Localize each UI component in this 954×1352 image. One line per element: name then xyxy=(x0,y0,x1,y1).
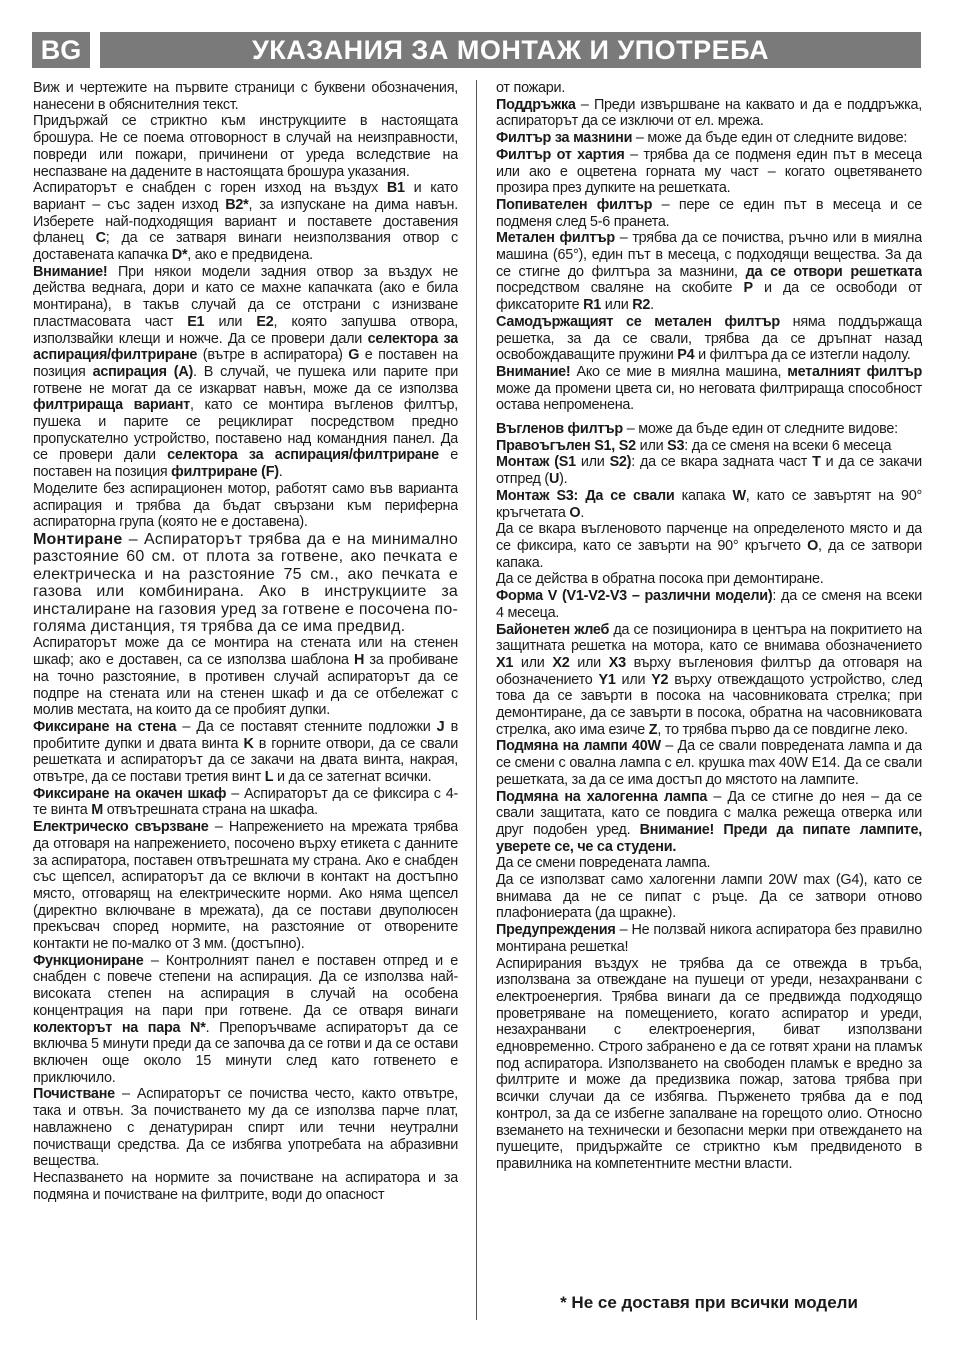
dishwasher-warning-paragraph: Внимание! Ако се мие в миялна машина, металният филтър може да промени цвета си, но неговата филтрираща способност остава непроменена. xyxy=(496,363,922,414)
left-column xyxy=(33,80,458,1320)
right-column xyxy=(496,80,922,1280)
outlet-paragraph: Аспираторът е снабден с горен изход на въздух B1 и като вариант – със заден изход B2*, за изпускане на дима навън. Изберете най-подходящия вариант и поставете доставения фланец C; да се затваря винаги неизползвания отвор с доставената капачка D*, ако е предвидена. xyxy=(33,180,458,264)
language-badge: BG xyxy=(32,32,90,68)
footnote: * Не се доставя при всички модели xyxy=(560,1293,858,1312)
maintenance-paragraph: Поддръжка – Преди извършване на каквато и да е поддръжка, аспираторът да се изключи от ел. мрежа. xyxy=(496,96,922,130)
responsibility-paragraph: Придържай се стриктно към инструкциите в настоящата брошура. Не се поема отговорност в случай на неизправности, повреди или пожари, причинени от уреда вследствие на неспазване на дадените в настоящата брошура указания. xyxy=(33,113,458,180)
page-title: УКАЗАНИЯ ЗА МОНТАЖ И УПОТРЕБА xyxy=(100,32,921,68)
fire-continuation: от пожари. xyxy=(496,80,566,96)
carbon-filter-paragraph: Въгленов филтър – може да бъде един от следните видове: xyxy=(496,421,898,438)
reverse-paragraph: Да се действа в обратна посока при демонтиране. xyxy=(496,571,824,588)
mounting-s1-s2-paragraph: Монтаж (S1 или S2): да се вкара задната част T и да се закачи отпред (U). xyxy=(496,454,922,488)
self-supporting-filter-paragraph: Самодържащият се метален филтър няма поддържаща решетка, за да се свали, трябва да се дръпнат назад освобождаващите пружини P4 и филтъра да се изтегли надолу. xyxy=(496,313,922,364)
cleaning-paragraph: Почистване – Аспираторът се почиства често, както отвътре, така и отвън. За почистването му да се използва парче плат, навлажнено с денатуриран спирт или течни неутрални почистващи средства. Да се избягва употребата на абразивни вещества. xyxy=(33,1086,458,1170)
v-shape-paragraph: Форма V (V1-V2-V3 – различни модели): да се сменя на всеки 4 месеца. xyxy=(496,588,922,621)
warnings-paragraph: Предупреждения – Не ползвай никога аспиратора без правилно монтирана решетка! xyxy=(496,922,922,955)
absorbent-filter-paragraph: Попивателен филтър – пере се един път в месеца и се подменя след 5-6 пранета. xyxy=(496,196,922,230)
grease-filter-paragraph: Филтър за мазнини – може да бъде един от следните видове: xyxy=(496,130,908,147)
intro-paragraph: Виж и чертежите на първите страници с буквени обозначения, нанесени в обяснителния текст. xyxy=(33,80,458,113)
halogen-lamp-paragraph: Подмяна на халогенна лампа – Да се стигне до нея – да се свали защитата, като се повдига с малка режеща отверка или друг подобен уред. Внимание! Преди да пипате лампите, уверете се, че са студени. xyxy=(496,788,922,855)
column-divider xyxy=(476,80,477,1320)
metal-filter-paragraph: Метален филтър – трябва да се почиства, ръчно или в миялна машина (65°), един път в месеца, с подходящи вещества. За да се стигне до филтъра за мазнини, да се отвори решетката посредством сваляне на скобите P и да се освободи от фиксаторите R1 или R2. xyxy=(496,230,922,314)
page-header xyxy=(32,32,921,68)
wall-fixing-paragraph: Фиксиране на стена – Да се поставят стенните подложки J в пробитите дупки и двата винта K в горните отвори, да се свали решетката и аспираторът да се закачи на двата винта, накрая, отвътре, да се постави третия винт L и да се затегнат всички. xyxy=(33,718,458,786)
rectangular-filter-paragraph: Правоъгълен S1, S2 или S3: да се сменя на всеки 6 месеца xyxy=(496,437,892,454)
warning-paragraph: Внимание! При някои модели задния отвор за въздух не действа веднага, дори и като се махне капачката (ако е била монтирана), в такъв случай да се отстрани с изнизване пластмасовата част E1 или E2, която запушва отвора, използвайки клещи и ножче. Да се провери дали селектора за аспирация/филтриране (вътре в аспиратора) G е поставен на позиция аспирация (A). В случай, че пушека или парите при готвене не могат да се изкарват навън, може да се използва филтрираща вариант, като се монтира въгленов филтър, пушека и парите се рециклират посредством предно пропускателно устройство, поставено над командния панел. Да се провери дали селектора за аспирация/филтриране е поставен на позиция филтриране (F). xyxy=(33,263,458,481)
bayonet-paragraph: Байонетен жлеб да се позиционира в центъра на покритието на защитната решетка на мотора, като се внимава обозначението X1 или X2 или X3 върху въгленовия филтър да отговаря на обозначението Y1 или Y2 върху отвеждащото устройство, след това да се завърти в посока на часовниковата стрелка; при демонтиране, да се завърти в посока, обратна на часовниковата стрелка, ако има езиче Z, то трябва първо да се повдигне леко. xyxy=(496,621,922,738)
lamp-40w-paragraph: Подмяна на лампи 40W – Да се свали повредената лампа и да се смени с овална лампа с ел. крушка max 40W E14. Да се свали решетката, за да се има достъп до мястото на лампите. xyxy=(496,738,922,788)
electrical-paragraph: Електрическо свързване – Напрежението на мрежата трябва да отговаря на напрежението, посочено върху етикета с данните за аспиратора, поставен отвътрешната му страна. Ако е снабден със щепсел, аспираторът да се включи в контакт на достъпно място, отговарящ на електрическите норми. Ако няма щепсел (директно включване в мрежата), да се постави двуполюсен прекъсвач според нормите, на разстояние от отворените контакти не по-малко от 3 мм. (достъпно). xyxy=(33,819,458,953)
mounting-paragraph: Монтиране – Аспираторът трябва да е на минимално разстояние 60 см. от плота за готвене, ако печката е електрическа и на разстояние 75 см., ако печката е газова или комбинирана. Ако в инструкциите за инсталиране на газовия уред за готвене е посочена по-голяма дистанция, тя трябва да се има предвид. xyxy=(33,530,458,636)
spacer xyxy=(496,414,922,421)
paper-filter-paragraph: Филтър от хартия – трябва да се подменя един път в месеца или ако е оцветена горната му част – когато оцветяването прозира през дупките на решетката. xyxy=(496,146,922,197)
operation-paragraph: Функциониране – Контролният панел е поставен отпред и е снабден с повече степени на аспирация. Да се използва най-високата степен на аспирация в случай на особена концентрация на пари при готвене. Да се отваря винаги колекторът на пара N*. Препоръчваме аспираторът да се включва 5 минути преди да се започва да се готви и да се остави включен още около 15 минути след като готвенето е приключило. xyxy=(33,952,458,1086)
mounting-s3-paragraph: Монтаж S3: Да се свали капака W, като се завъртят на 90° кръгчетата O. xyxy=(496,487,922,521)
cabinet-fixing-paragraph: Фиксиране на окачен шкаф – Аспираторът да се фиксира с 4-те винта M отвътрешната страна на шкафа. xyxy=(33,785,458,819)
cleaning-warning-paragraph: Неспазването на нормите за почистване на аспиратора и за подмяна и почистване на филтрите, води до опасност xyxy=(33,1169,458,1203)
no-motor-paragraph: Моделите без аспирационен мотор, работят само във варианта аспирация и трябва да бъдат свързани към периферна аспираторна група (която не е доставена). xyxy=(33,480,458,531)
ventilation-paragraph: Аспирирания въздух не трябва да се отвежда в тръба, използвана за отвеждане на пушеци от уреди, незахранвани с електроенергия. Трябва винаги да се предвижда подходящо проветряване на помещението, когато аспиратор и уреди, незахранвани с електроенергия, биват използвани едновременно. Строго забранено е да се готвят храни на пламък под аспиратора. Използването на свободен пламък е вредно за филтрите и може да предизвика пожар, затова трябва при всички случаи да се избягва. Пърженето трябва да е под контрол, за да се избегне запалване на горещото олио. Относно вземането на технически и безопасни мерки при отвеждането на пушеците, придържайте се стриктно към предвиденото в правилника на компетентните местни власти. xyxy=(496,955,922,1172)
halogen-only-paragraph: Да се използват само халогенни лампи 20W max (G4), като се внимава да не се пипат с ръце. Да се затвори отново плафониерата (да щракне). xyxy=(496,872,922,922)
replace-lamp-paragraph: Да се смени повредената лампа. xyxy=(496,855,711,872)
template-paragraph: Аспираторът може да се монтира на стената или на стенен шкаф; ако е доставен, са се използва шаблона H за пробиване на точно разстояние, в противен случай аспираторът да се подпре на стената или на стенен шкаф и да се отбележат с молив местата, на които да се пробият дупки. xyxy=(33,635,458,719)
insert-carbon-paragraph: Да се вкара въгленовото парченце на определеното място и да се фиксира, като се завърти на 90° кръгчето O, да се затвори капака. xyxy=(496,521,922,571)
